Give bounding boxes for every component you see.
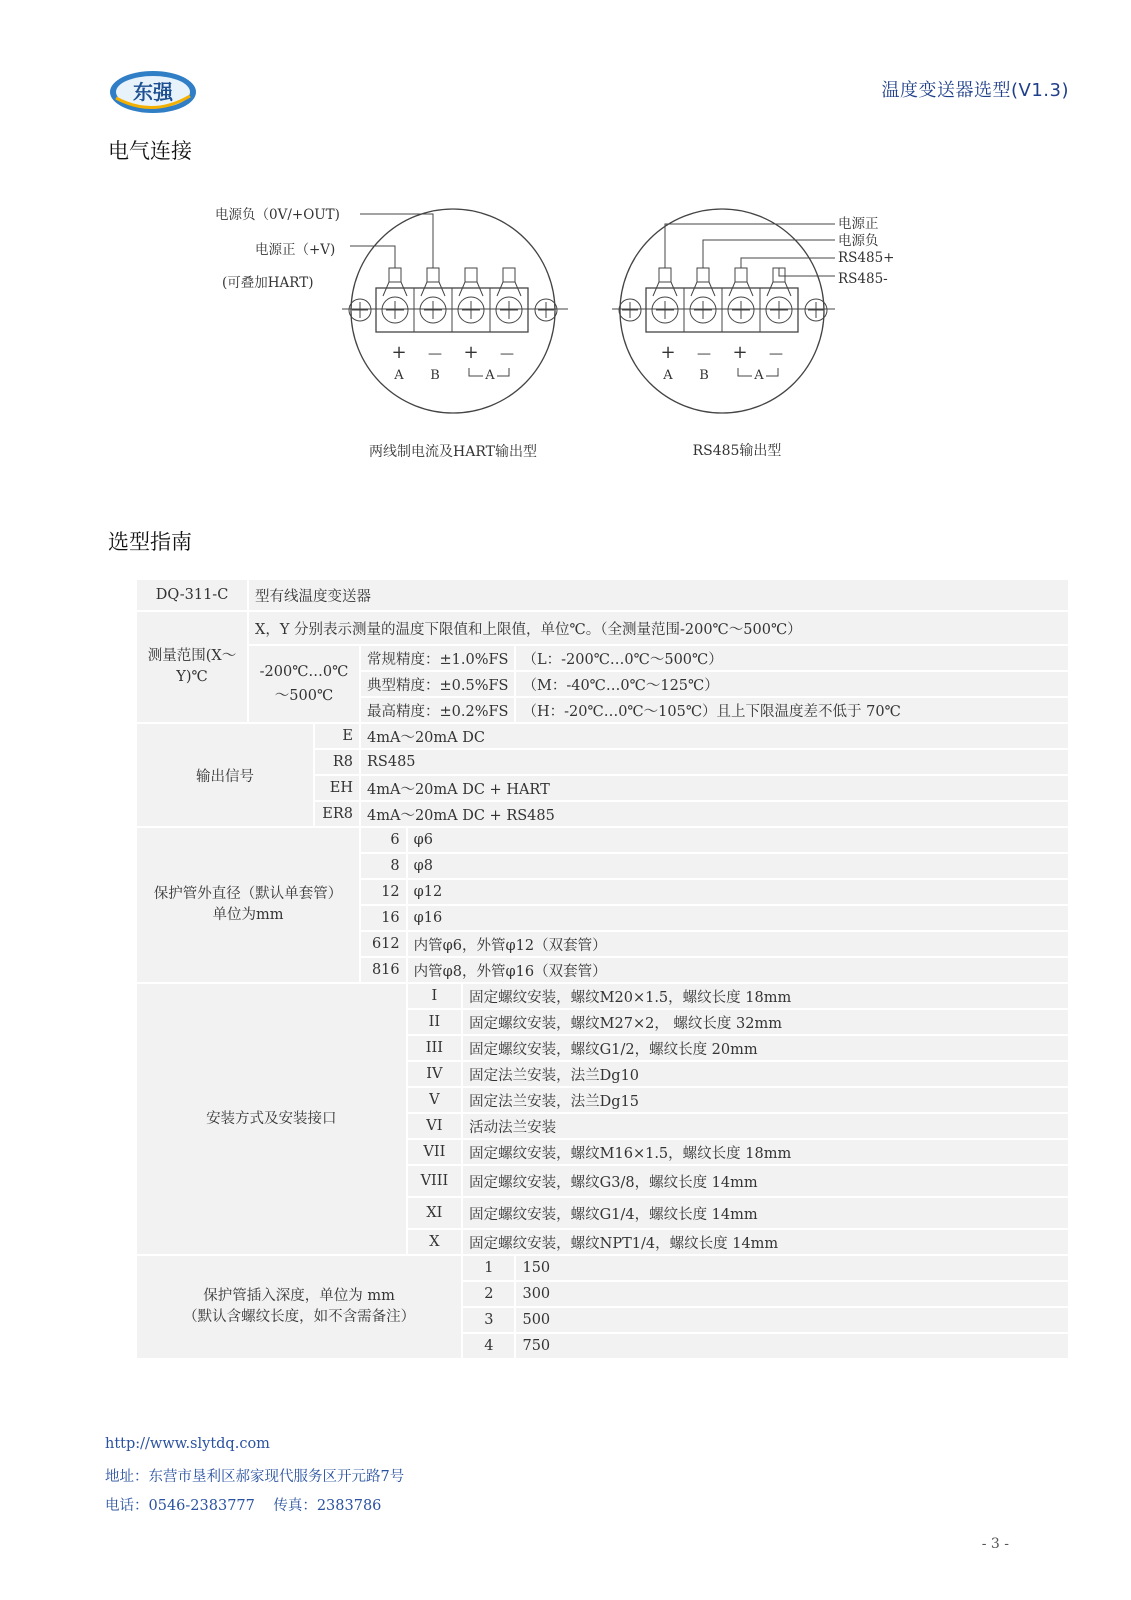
svg-text:电源负（0V/+OUT): 电源负（0V/+OUT) <box>215 207 340 223</box>
mounting-code: VI <box>407 1113 463 1139</box>
output-desc: 4mA～20mA DC <box>360 723 1069 749</box>
precision-condition: （M：-40℃…0℃～125℃） <box>515 671 1069 697</box>
model-code: DQ-311-C <box>136 579 248 611</box>
svg-text:电源负: 电源负 <box>838 233 879 249</box>
mounting-desc: 固定法兰安装，法兰Dg15 <box>462 1087 1069 1113</box>
diameter-label: 保护管外直径（默认单套管） 单位为mm <box>136 827 360 983</box>
page-number: - 3 - <box>981 1536 1009 1552</box>
diameter-desc: φ12 <box>407 879 1069 905</box>
table-row <box>136 645 1069 671</box>
diagram-rs485 <box>612 209 895 459</box>
svg-text:电源正（+V): 电源正（+V) <box>255 242 336 258</box>
mounting-code: I <box>407 983 463 1009</box>
mounting-code: XI <box>407 1197 463 1229</box>
svg-text:A: A <box>394 368 404 383</box>
diameter-code: 6 <box>360 827 407 853</box>
table-row <box>136 1255 1069 1281</box>
output-desc: RS485 <box>360 749 1069 775</box>
diameter-code: 12 <box>360 879 407 905</box>
svg-text:+: + <box>391 342 407 363</box>
diameter-desc: φ8 <box>407 853 1069 879</box>
mounting-label: 安装方式及安装接口 <box>136 983 407 1255</box>
svg-text:A: A <box>754 368 764 383</box>
mounting-desc: 固定螺纹安装，螺纹NPT1/4，螺纹长度 14mm <box>462 1229 1069 1255</box>
svg-text:—: — <box>428 346 442 362</box>
table-row <box>136 723 1069 749</box>
svg-text:两线制电流及HART输出型: 两线制电流及HART输出型 <box>369 444 537 460</box>
svg-text:B: B <box>699 368 709 383</box>
depth-code: 3 <box>462 1307 515 1333</box>
svg-text:电源正: 电源正 <box>838 216 879 232</box>
mounting-code: IV <box>407 1061 463 1087</box>
diagram-two-wire <box>215 206 568 460</box>
precision-condition: （H：-20℃…0℃～105℃）且上下限温度差不低于 70℃ <box>515 697 1069 723</box>
svg-text:B: B <box>430 368 440 383</box>
diameter-desc: 内管φ6，外管φ12（双套管） <box>407 931 1069 957</box>
mounting-desc: 固定螺纹安装，螺纹G1/2，螺纹长度 20mm <box>462 1035 1069 1061</box>
mounting-code: X <box>407 1229 463 1255</box>
table-row <box>136 983 1069 1009</box>
depth-code: 4 <box>462 1333 515 1359</box>
diameter-code: 816 <box>360 957 407 983</box>
diameter-desc: φ6 <box>407 827 1069 853</box>
mounting-code: VIII <box>407 1165 463 1197</box>
range-span: -200℃…0℃～500℃ <box>248 645 360 723</box>
footer-contact <box>105 1494 381 1515</box>
output-code: ER8 <box>314 801 360 827</box>
precision-name: 最高精度：±0.2%FS <box>360 697 515 723</box>
precision-name: 典型精度：±0.5%FS <box>360 671 515 697</box>
svg-text:A: A <box>485 368 495 383</box>
company-logo <box>108 68 198 116</box>
svg-text:+: + <box>660 342 676 363</box>
footer-url[interactable]: http://www.slytdq.com <box>105 1436 270 1452</box>
terminal-screws-left <box>349 268 557 323</box>
section-title-selection: 选型指南 <box>108 530 192 554</box>
model-name: 型有线温度变送器 <box>248 579 1069 611</box>
mounting-desc: 固定法兰安装，法兰Dg10 <box>462 1061 1069 1087</box>
svg-text:RS485输出型: RS485输出型 <box>692 443 782 459</box>
table-row <box>136 579 1069 611</box>
depth-value: 750 <box>515 1333 1069 1359</box>
output-desc: 4mA～20mA DC + HART <box>360 775 1069 801</box>
precision-name: 常规精度：±1.0%FS <box>360 645 515 671</box>
document-title: 温度变送器选型(V1.3) <box>881 80 1069 101</box>
depth-code: 1 <box>462 1255 515 1281</box>
range-label: 测量范围(X～Y)℃ <box>136 611 248 723</box>
diameter-code: 8 <box>360 853 407 879</box>
svg-text:东强: 东强 <box>133 80 173 104</box>
svg-text:—: — <box>500 346 514 362</box>
mounting-desc: 活动法兰安装 <box>462 1113 1069 1139</box>
diameter-desc: φ16 <box>407 905 1069 931</box>
precision-condition: （L：-200℃…0℃～500℃） <box>515 645 1069 671</box>
diameter-code: 612 <box>360 931 407 957</box>
table-row <box>136 827 1069 853</box>
footer-address: 地址：东营市垦利区郝家现代服务区开元路7号 <box>105 1469 405 1485</box>
depth-value: 500 <box>515 1307 1069 1333</box>
depth-value: 150 <box>515 1255 1069 1281</box>
mounting-code: II <box>407 1009 463 1035</box>
output-label: 输出信号 <box>136 723 314 827</box>
mounting-desc: 固定螺纹安装，螺纹G3/8，螺纹长度 14mm <box>462 1165 1069 1197</box>
svg-text:RS485-: RS485- <box>838 271 888 287</box>
footer-fax: 传真：2383786 <box>273 1498 382 1514</box>
mounting-desc: 固定螺纹安装，螺纹M20×1.5，螺纹长度 18mm <box>462 983 1069 1009</box>
selection-table <box>135 578 1070 1360</box>
svg-text:A: A <box>663 368 673 383</box>
output-code: E <box>314 723 360 749</box>
section-title-electrical: 电气连接 <box>108 139 192 163</box>
footer-phone: 电话：0546-2383777 <box>105 1498 255 1514</box>
mounting-desc: 固定螺纹安装，螺纹G1/4，螺纹长度 14mm <box>462 1197 1069 1229</box>
mounting-desc: 固定螺纹安装，螺纹M27×2， 螺纹长度 32mm <box>462 1009 1069 1035</box>
svg-text:—: — <box>697 346 711 362</box>
svg-text:+: + <box>463 342 479 363</box>
svg-text:RS485+: RS485+ <box>838 250 895 266</box>
svg-text:(可叠加HART): (可叠加HART) <box>222 275 314 291</box>
wiring-diagram <box>200 196 920 476</box>
svg-text:—: — <box>769 346 783 362</box>
diameter-desc: 内管φ8，外管φ16（双套管） <box>407 957 1069 983</box>
range-note: X，Y 分别表示测量的温度下限值和上限值，单位℃。（全测量范围-200℃～500℃） <box>248 611 1069 645</box>
depth-code: 2 <box>462 1281 515 1307</box>
mounting-code: VII <box>407 1139 463 1165</box>
mounting-desc: 固定螺纹安装，螺纹M16×1.5，螺纹长度 18mm <box>462 1139 1069 1165</box>
mounting-code: V <box>407 1087 463 1113</box>
depth-value: 300 <box>515 1281 1069 1307</box>
output-code: R8 <box>314 749 360 775</box>
depth-label: 保护管插入深度，单位为 mm （默认含螺纹长度，如不含需备注） <box>136 1255 462 1359</box>
svg-text:+: + <box>732 342 748 363</box>
output-code: EH <box>314 775 360 801</box>
table-row <box>136 611 1069 645</box>
diameter-code: 16 <box>360 905 407 931</box>
output-desc: 4mA～20mA DC + RS485 <box>360 801 1069 827</box>
mounting-code: III <box>407 1035 463 1061</box>
